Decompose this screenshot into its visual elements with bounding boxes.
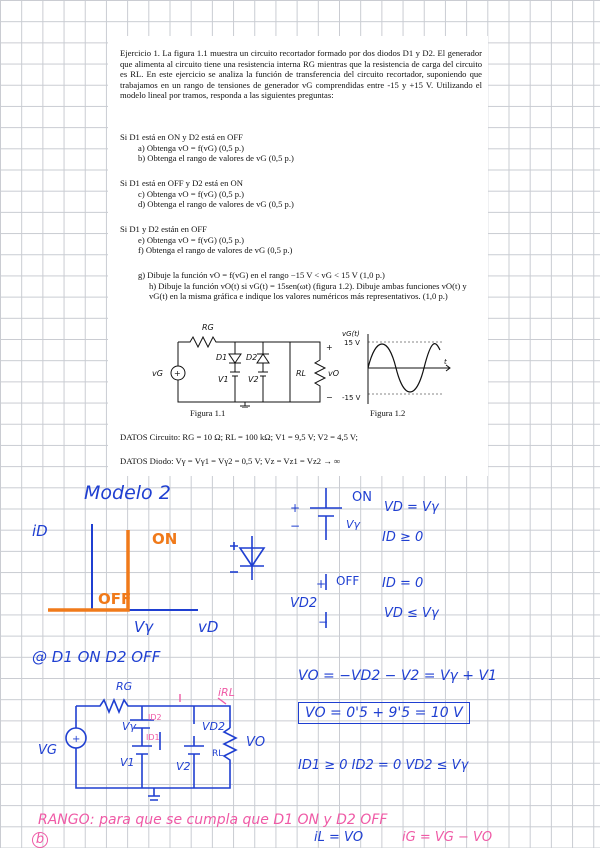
off-model-vd2: VD2 <box>290 596 318 611</box>
vo-result-box: VO = 0'5 + 9'5 = 10 V <box>298 702 470 724</box>
fig1-label-v1: V1 <box>218 375 229 384</box>
bottom-il-equation: iL = VO <box>314 830 364 845</box>
fig2-t-label: t <box>444 358 447 366</box>
conditions-equation: ID1 ≥ 0 ID2 = 0 VD2 ≤ Vγ <box>298 758 469 773</box>
item-b-marker: b <box>32 832 48 848</box>
circuit-label-vd2: VD2 <box>202 720 225 733</box>
fig1-output-plus: + <box>326 343 333 352</box>
circuit-label-vo: VO <box>246 735 266 750</box>
bottom-ig-equation: iG = VG − VO <box>402 830 493 845</box>
diode-data-text: DATOS Diodo: Vγ = Vγ1 = Vγ2 = 0,5 V; Vz = Vz1 = Vz2 → ∞ <box>120 456 341 466</box>
question-e: e) Obtenga vO = f(vG) (0,5 p.) <box>138 234 245 245</box>
case-2-block <box>120 178 482 210</box>
figure-1-1-caption: Figura 1.1 <box>190 408 226 418</box>
on-model-label: ON <box>352 490 372 505</box>
case-3-block <box>120 224 482 256</box>
circuit-label-v2: V2 <box>176 760 191 773</box>
off-model-label: OFF <box>336 574 360 588</box>
graph-vy-label: Vγ <box>134 618 154 636</box>
question-h: h) Dibuje la función vO(t) si vG(t) = 15sen(ωt) (figura 1.2). Dibuje ambas funciones vO(t) y vG(t) en la misma gráfica e indique los valores numéricos más representativos. (1,0 p.) <box>149 280 467 302</box>
on-equation-2: ID ≥ 0 <box>382 530 424 545</box>
off-equation-1: ID = 0 <box>382 576 424 591</box>
off-model-plus: + <box>316 577 327 591</box>
vo-equation: VO = −VD2 − V2 = Vγ + V1 <box>298 668 497 684</box>
range-heading: RANGO: para que se cumpla que D1 ON y D2 OFF <box>38 812 388 828</box>
circuit-label-v1: V1 <box>120 756 135 769</box>
case-1-heading: Si D1 está en ON y D2 está en OFF <box>120 132 243 142</box>
graph-id-label: iD <box>32 522 48 540</box>
figure-1-2-caption: Figura 1.2 <box>370 408 406 418</box>
fig1-label-d1: D1 <box>216 353 228 362</box>
question-g: g) Dibuje la función vO = f(vG) en el rango −15 V < vG < 15 V (1,0 p.) <box>138 270 385 280</box>
exercise-intro: Ejercicio 1. La figura 1.1 muestra un circuito recortador formado por dos diodos D1 y D2. El generador que alimenta al circuito tiene una resistencia interna RG mientras que la resistencia de carga del circuito es RL. En este ejercicio se analiza la función de transferencia del circuito recortador, suponiendo que trabajamos en un rango de tensiones de generador vG comprendidas entre -15 y +15 V. Utilizando el modelo lineal por tramos, responda a las siguientes preguntas: <box>120 48 482 101</box>
circuit-data-text: DATOS Circuito: RG = 10 Ω; RL = 100 kΩ; V1 = 9,5 V; V2 = 4,5 V; <box>120 432 358 442</box>
case-2-heading: Si D1 está en OFF y D2 está en ON <box>120 178 243 188</box>
case-1-block <box>120 132 482 164</box>
question-b: b) Obtenga el rango de valores de vG (0,5 p.) <box>138 153 294 164</box>
exercise-sheet <box>108 36 488 476</box>
on-equation-1: VD = Vγ <box>384 500 439 515</box>
fig1-label-v2: V2 <box>248 375 259 384</box>
diode-symbol-sketch <box>226 532 276 584</box>
case-heading: @ D1 ON D2 OFF <box>32 648 161 666</box>
on-model-minus: − <box>290 519 301 533</box>
fig1-source-plus: + <box>174 369 181 378</box>
fig2-top-value: 15 V <box>344 339 360 347</box>
fig1-label-d2: D2 <box>246 353 258 362</box>
circuit-data <box>120 432 482 443</box>
circuit-label-vg: VG <box>38 743 57 758</box>
circuit-label-vy: Vγ <box>122 720 137 733</box>
graph-on-label: ON <box>152 530 178 548</box>
graph-vd-label: vD <box>198 618 219 636</box>
graph-questions <box>120 270 482 302</box>
on-model-vy: Vγ <box>346 518 361 531</box>
figure-1-2-sine <box>340 328 458 406</box>
circuit-label-id2: ID2 <box>148 713 162 722</box>
figure-1-1-circuit <box>150 320 350 408</box>
fig1-output-minus: − <box>326 393 333 402</box>
diode-model-graph <box>28 508 228 638</box>
case-3-heading: Si D1 y D2 están en OFF <box>120 224 207 234</box>
fig1-label-vo: vO <box>328 369 340 378</box>
handwritten-circuit <box>30 676 280 806</box>
question-f: f) Obtenga el rango de valores de vG (0,5 p.) <box>138 245 293 256</box>
fig1-label-rl: RL <box>296 369 307 378</box>
circuit-label-rg: RG <box>116 680 133 693</box>
fig1-label-vg: vG <box>152 369 163 378</box>
circuit-label-rl: RL <box>212 749 224 759</box>
question-d: d) Obtenga el rango de valores de vG (0,5 p.) <box>138 199 294 210</box>
question-c: c) Obtenga vO = f(vG) (0,5 p.) <box>138 188 245 199</box>
on-model-plus: + <box>290 501 301 515</box>
fig2-ylabel: vG(t) <box>342 330 360 338</box>
notes-title: Modelo 2 <box>84 482 171 504</box>
diode-data <box>120 456 482 467</box>
graph-off-label: OFF <box>98 590 132 608</box>
fig1-label-rg: RG <box>202 323 214 332</box>
off-model-minus: − <box>318 615 329 629</box>
circuit-label-id1: ID1 <box>146 733 160 742</box>
fig2-bottom-value: -15 V <box>342 394 361 402</box>
question-a: a) Obtenga vO = f(vG) (0,5 p.) <box>138 142 245 153</box>
off-equation-2: VD ≤ Vγ <box>384 606 439 621</box>
circuit-source-plus: + <box>72 734 81 745</box>
circuit-label-irl: iRL <box>218 686 235 699</box>
